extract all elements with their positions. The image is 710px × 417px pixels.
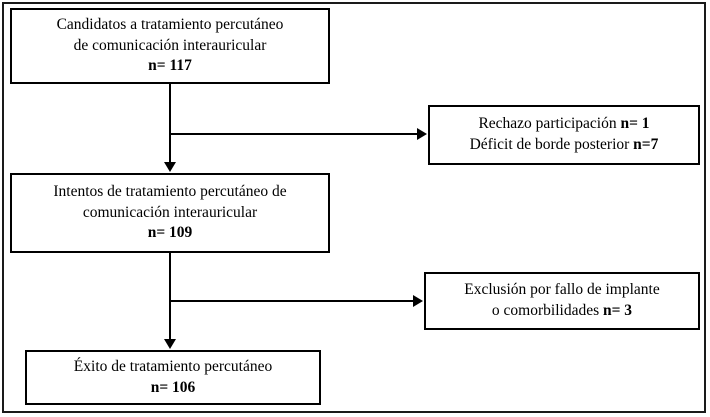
node-exclusion-2-line1: Exclusión por fallo de implante [464, 281, 660, 299]
node-attempts-line1: Intentos de tratamiento percutáneo de [53, 183, 287, 201]
node-exclusion-1-line1: Rechazo participación n= 1 [478, 115, 650, 133]
node-attempts-line2: comunicación interauricular [82, 203, 258, 221]
node-attempts-count: n= 109 [147, 224, 193, 242]
node-success-line1: Éxito de tratamiento percutáneo [73, 357, 273, 375]
node-success [25, 350, 321, 405]
arrow-attempts-to-success [164, 339, 176, 349]
node-attempts [10, 173, 330, 253]
node-exclusion-2 [424, 272, 700, 330]
node-exclusion-2-line2: o comorbilidades n= 3 [491, 302, 633, 319]
node-candidates-line2: de comunicación interauricular [73, 36, 267, 54]
node-candidates-line1: Candidatos a tratamiento percutáneo [56, 16, 284, 34]
connector-attempts-to-success [169, 253, 171, 340]
node-exclusion-1 [428, 105, 700, 165]
node-success-count: n= 106 [150, 378, 196, 396]
arrow-to-exclusion-1 [417, 128, 427, 140]
node-exclusion-1-line2: Déficit de borde posterior n=7 [469, 136, 659, 153]
connector-candidates-to-attempts [169, 84, 171, 163]
node-candidates-count: n= 117 [148, 57, 192, 75]
arrow-candidates-to-attempts [164, 162, 176, 172]
connector-to-exclusion-1 [169, 133, 418, 135]
node-candidates [10, 8, 330, 84]
arrow-to-exclusion-2 [413, 295, 423, 307]
connector-to-exclusion-2 [169, 300, 414, 302]
